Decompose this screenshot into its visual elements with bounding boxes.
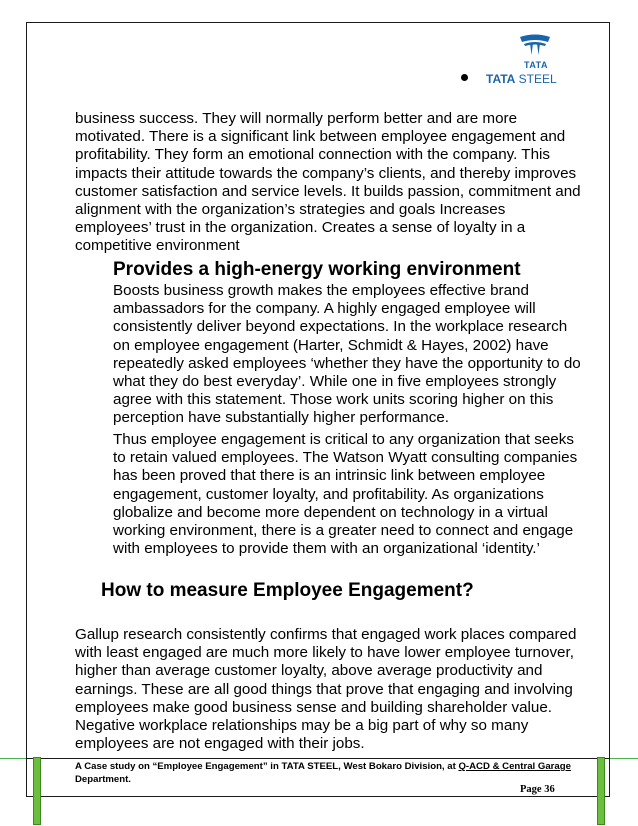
- paragraph-gallup-research: Gallup research consistently confirms that engaged work places compared with least engaged are much more likely to have lower employee turnover, higher than average customer loyalty, above average productivity and earnings. These are all good things that prove that engaging and involving employees make good business sense and building shareholder value. Negative workplace relationships may be a big part of why so many employees are not engaged with their jobs.: [75, 626, 577, 753]
- page-number: Page 36: [520, 784, 555, 795]
- heading-high-energy: Provides a high-energy working environment: [113, 259, 521, 280]
- tata-logo-icon: [518, 34, 552, 56]
- footer-green-bar-left: [33, 757, 41, 825]
- footer-green-bar-right: [597, 757, 605, 825]
- footer-divider: [26, 758, 610, 759]
- logo-company-rest: STEEL: [515, 72, 557, 86]
- footer-caption: [75, 760, 575, 786]
- paragraph-business-success: business success. They will normally perform better and are more motivated. There is a significant link between employee engagement and profitability. They form an emotional connection with the company. This impacts their attitude towards the company’s clients, and thereby improves customer satisfaction and service levels. It builds passion, commitment and alignment with the organization’s strategies and goals Increases employees’ trust in the organization. Creates a sense of loyalty in a competitive environment: [75, 110, 581, 255]
- logo-brand-text: TATA: [524, 60, 548, 70]
- paragraph-boosts-growth: Boosts business growth makes the employees effective brand ambassadors for the company. A highly engaged employee will consistently deliver beyond expectations. In the workplace research on employee engagement (Harter, Schmidt & Hayes, 2002) have repeatedly asked employees ‘whether they have the opportunity to do what they do best everyday’. While one in five employees strongly agree with this statement. Those work units scoring higher on this perception have substantially higher performance.: [113, 282, 581, 427]
- footer-caption-end: Department.: [75, 774, 131, 785]
- logo-company-bold: TATA: [486, 72, 516, 86]
- heading-measure-engagement: How to measure Employee Engagement?: [101, 580, 474, 601]
- paragraph-critical-engagement: Thus employee engagement is critical to any organization that seeks to retain valued employees. The Watson Wyatt consulting companies has been proved that there is an intrinsic link between employee engagement, customer loyalty, and profitability. As organizations globalize and become more dependent on technology in a virtual working environment, there is a greater need to connect and engage with employees to provide them with an organizational ‘identity.’: [113, 431, 578, 558]
- footer-caption-underlined: Q-ACD & Central Garage: [458, 761, 571, 772]
- tata-steel-logo: [476, 34, 596, 86]
- bullet-dot: [461, 74, 468, 81]
- logo-company-text: [486, 72, 557, 86]
- footer-caption-main: A Case study on “Employee Engagement” in TATA STEEL, West Bokaro Division, at: [75, 761, 459, 772]
